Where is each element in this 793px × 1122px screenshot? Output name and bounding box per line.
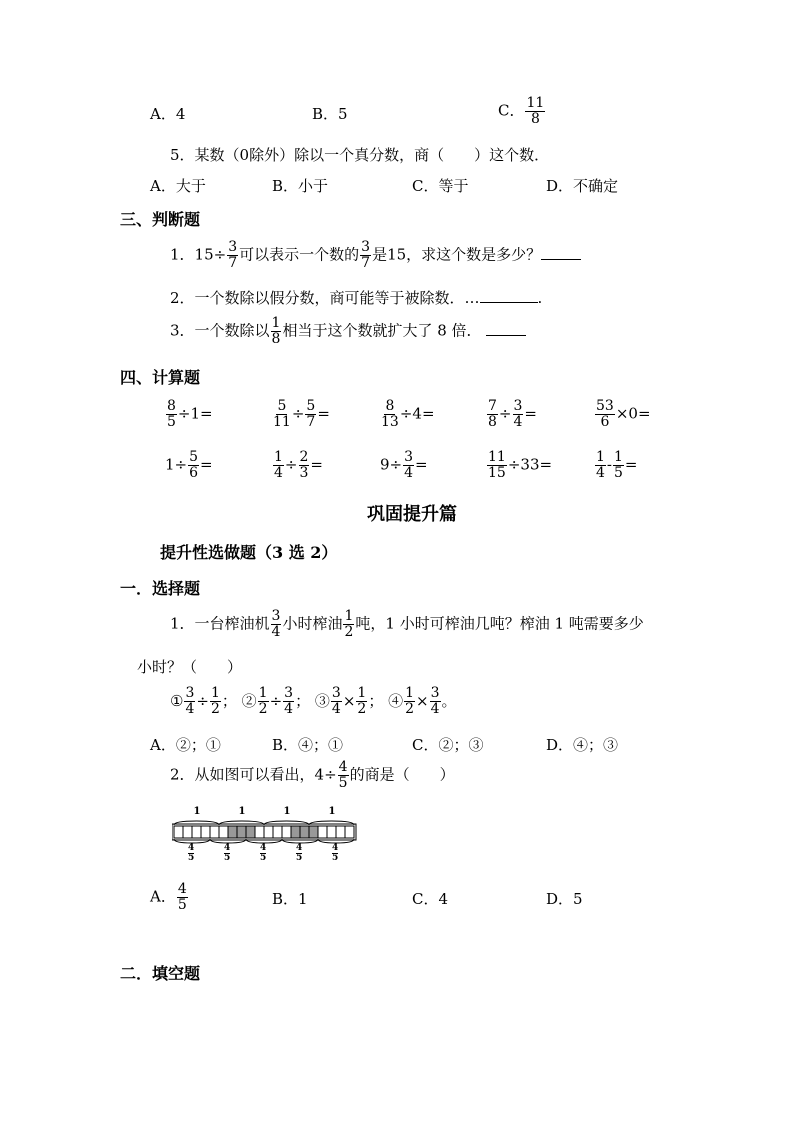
unit-label: 1 <box>193 806 201 817</box>
p2-option-c: C．4 <box>412 890 449 908</box>
strip-cell <box>309 826 318 838</box>
section4-title: 四、计算题 <box>120 368 201 387</box>
fraction: $\frac{2}{3}$ <box>299 449 309 481</box>
fraction: $\frac{5}{6}$ <box>189 449 199 481</box>
fraction: $\frac{11}{8}$ <box>526 95 545 127</box>
strip-cell <box>228 826 237 838</box>
judge-1: 1．15÷ $\frac{3}{7}$ 可以表示一个数的 $\frac{3}{7}$ 是15，求这个数是多少？ <box>170 240 581 271</box>
p2-option-b: B．1 <box>272 890 308 908</box>
calc-item: $\frac{1}{4}$ ÷ $\frac{2}{3}$ = <box>274 449 323 481</box>
improve-section1-title: 一．选择题 <box>120 579 201 598</box>
strip-cell <box>183 826 192 838</box>
q5-option-d: D．不确定 <box>546 177 619 195</box>
strip-cell <box>219 826 228 838</box>
calc-item: 1÷ $\frac{5}{6}$ = <box>165 449 213 481</box>
p1-option-d: D．④；③ <box>546 736 619 754</box>
q4-option-a: A．4 <box>150 105 186 123</box>
choice-expression: ① $\frac{3}{4}$ ÷ $\frac{1}{2}$ ； <box>170 685 242 717</box>
calc-item: $\frac{8}{5}$ ÷1= <box>167 398 213 430</box>
q5-option-b: B．小于 <box>272 177 329 195</box>
fraction: $\frac{8}{13}$ <box>381 398 399 430</box>
problem-1-choices <box>170 686 457 717</box>
fraction: $\frac{3}{4}$ <box>430 685 440 717</box>
fraction: $\frac{5}{7}$ <box>306 398 316 430</box>
fraction: $\frac{1}{5}$ <box>614 449 623 481</box>
fraction: $\frac{1}{2}$ <box>357 685 367 717</box>
fraction: $\frac{8}{5}$ <box>167 398 176 430</box>
strip-cell <box>201 826 210 838</box>
calc-item: $\frac{53}{6}$ ×0= <box>596 398 651 430</box>
q5-option-c: C．等于 <box>412 177 469 195</box>
strip-cell <box>300 826 309 838</box>
judge-3: 3．一个数除以 $\frac{1}{8}$ 相当于这个数就扩大了 8 倍． <box>170 316 526 347</box>
division-strip-diagram <box>172 806 362 872</box>
p1-option-b: B．④；① <box>272 736 344 754</box>
option-label: C． <box>498 101 525 120</box>
answer-blank[interactable] <box>480 288 538 303</box>
strip-cell <box>273 826 282 838</box>
judge-2: 2．一个数除以假分数，商可能等于被除数．… . <box>170 289 543 307</box>
answer-blank[interactable] <box>541 245 581 260</box>
fraction: $\frac{1}{2}$ <box>258 685 268 717</box>
unit-label: 1 <box>328 806 336 817</box>
strip-cell <box>282 826 291 838</box>
p2-option-a: A． $\frac{4}{5}$ <box>150 881 187 913</box>
q5-stem: 5．某数（0除外）除以一个真分数，商（ ）这个数． <box>170 146 550 164</box>
improve-subtitle: 提升性选做题（3 选 2） <box>160 543 338 562</box>
segment-fraction: 4 5 <box>188 843 195 863</box>
q5-option-a: A．大于 <box>150 177 206 195</box>
calc-item: 9÷ $\frac{3}{4}$ = <box>380 449 428 481</box>
strip-cell <box>327 826 336 838</box>
problem-1-line2: 小时？（ ） <box>137 658 243 676</box>
segment-fraction: 4 5 <box>332 843 339 863</box>
segment-fraction: 4 5 <box>224 843 231 863</box>
fraction: $\frac{5}{11}$ <box>273 398 291 430</box>
fraction: $\frac{53}{6}$ <box>596 398 614 430</box>
fraction: $\frac{1}{2}$ <box>210 685 220 717</box>
q4-option-c <box>498 96 546 127</box>
choice-expression: ③ $\frac{3}{4}$ × $\frac{1}{2}$ ； <box>314 685 389 717</box>
strip-cell <box>174 826 183 838</box>
strip-cell <box>318 826 327 838</box>
p2-option-d: D．5 <box>546 890 583 908</box>
fraction: $\frac{3}{4}$ <box>513 398 523 430</box>
fraction: $\frac{3}{4}$ <box>331 685 341 717</box>
calc-item: $\frac{7}{8}$ ÷ $\frac{3}{4}$ = <box>488 398 537 430</box>
fraction: $\frac{1}{4}$ <box>274 449 283 481</box>
unit-label: 1 <box>238 806 246 817</box>
fraction: $\frac{1}{2}$ <box>405 685 415 717</box>
calc-item: $\frac{8}{13}$ ÷4= <box>381 398 435 430</box>
strip-cell <box>336 826 345 838</box>
fraction: $\frac{1}{4}$ <box>596 449 605 481</box>
problem-1: 1．一台榨油机 $\frac{3}{4}$ 小时榨油 $\frac{1}{2}$ 吨，1 小时可榨油几吨？榨油 1 吨需要多少 <box>170 608 644 640</box>
problem-2: 2．从如图可以看出，4÷ $\frac{4}{5}$ 的商是（ ） <box>170 759 455 791</box>
choice-expression: ② $\frac{1}{2}$ ÷ $\frac{3}{4}$ ； <box>241 685 315 717</box>
improve-title: 巩固提升篇 <box>367 504 457 525</box>
strip-cell <box>210 826 219 838</box>
strip-cell <box>237 826 246 838</box>
fraction: $\frac{11}{15}$ <box>488 449 506 481</box>
section3-title: 三、判断题 <box>120 210 201 229</box>
strip-cell <box>246 826 255 838</box>
strip-cell <box>345 826 354 838</box>
fraction: $\frac{3}{4}$ <box>185 685 195 717</box>
calc-item: $\frac{11}{15}$ ÷33= <box>488 449 553 481</box>
segment-fraction: 4 5 <box>296 843 303 863</box>
calc-item: $\frac{1}{4}$ - $\frac{1}{5}$ = <box>596 449 638 481</box>
strip-cell <box>192 826 201 838</box>
strip-cell <box>291 826 300 838</box>
fraction: $\frac{7}{8}$ <box>488 398 497 430</box>
p1-option-c: C．②；③ <box>412 736 484 754</box>
fraction: $\frac{3}{4}$ <box>284 685 294 717</box>
choice-expression: ④ $\frac{1}{2}$ × $\frac{3}{4}$ 。 <box>388 685 457 717</box>
strip-cell <box>264 826 273 838</box>
q4-option-b: B．5 <box>312 105 348 123</box>
answer-blank[interactable] <box>486 321 526 336</box>
segment-fraction: 4 5 <box>260 843 267 863</box>
strip-cell <box>255 826 264 838</box>
unit-label: 1 <box>283 806 291 817</box>
p1-option-a: A．②；① <box>150 736 221 754</box>
calc-item: $\frac{5}{11}$ ÷ $\frac{5}{7}$ = <box>273 398 330 430</box>
section2-title: 二．填空题 <box>120 964 201 983</box>
fraction: $\frac{3}{4}$ <box>404 449 414 481</box>
